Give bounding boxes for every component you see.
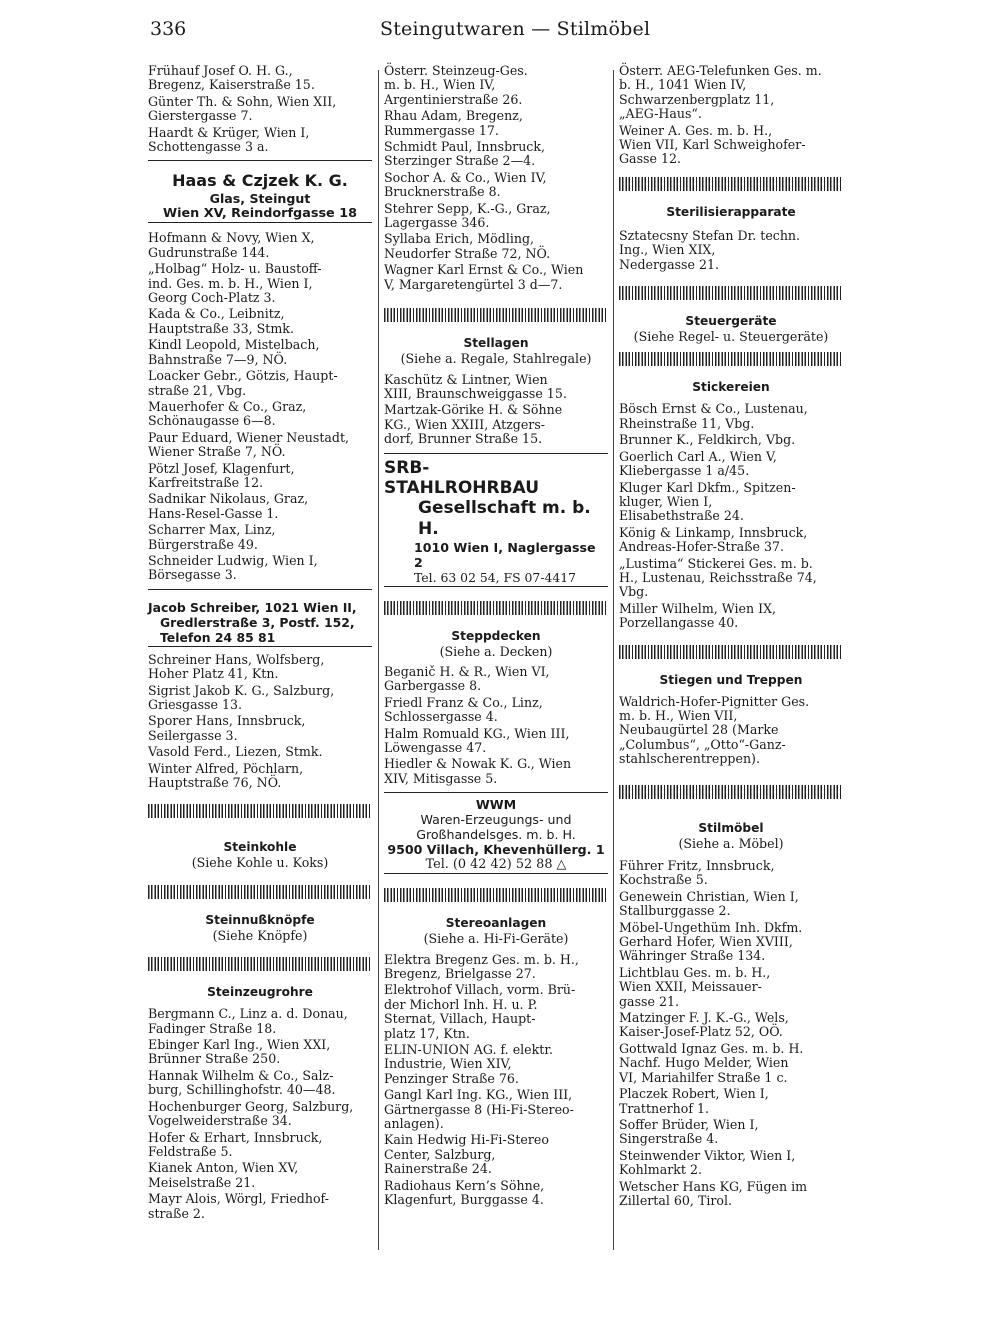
directory-entry xyxy=(148,745,372,759)
entry-line: Brünner Straße 250. xyxy=(148,1051,281,1067)
directory-entry xyxy=(384,1088,608,1131)
entry-line: Sztatecsny Stefan Dr. techn. xyxy=(619,227,801,243)
entry-line: Fadinger Straße 18. xyxy=(148,1020,277,1036)
section-separator xyxy=(619,785,843,799)
entry-line: „Columbus“, „Otto“-Ganz- xyxy=(619,736,786,752)
ad-line: Tel. (0 42 42) 52 88 △ xyxy=(384,857,608,874)
section-separator xyxy=(619,177,843,191)
section-heading-stereoanlagen: Stereoanlagen xyxy=(445,916,547,931)
entry-line: Bregenz, Kaiserstraße 15. xyxy=(148,77,315,93)
entry-line: Sadnikar Nikolaus, Graz, xyxy=(148,491,309,507)
entry-line: H., Lustenau, Reichsstraße 74, xyxy=(619,569,817,585)
entry-line: Mayr Alois, Wörgl, Friedhof- xyxy=(148,1191,329,1207)
entry-line: Gangl Karl Ing. KG., Wien III, xyxy=(384,1087,573,1103)
entry-line: Kliebergasse 1 a/45. xyxy=(619,463,750,479)
column-3 xyxy=(619,64,843,1210)
entry-line: Gottwald Ignaz Ges. m. b. H. xyxy=(619,1040,804,1056)
entry-line: Wetscher Hans KG, Fügen im xyxy=(619,1178,808,1194)
directory-entry xyxy=(384,1043,608,1086)
entry-line: b. H., 1041 Wien IV, xyxy=(619,77,747,93)
directory-entry xyxy=(148,1161,372,1190)
entry-line: Hannak Wilhelm & Co., Salz- xyxy=(148,1067,334,1083)
ad-line: Waren-Erzeugungs- und xyxy=(420,812,572,828)
running-title: Steingutwaren — Stilmöbel xyxy=(380,18,651,40)
entry-line: Karfreitstraße 12. xyxy=(148,474,264,490)
ad-line: 9500 Villach, Khevenhüllerg. 1 xyxy=(387,842,605,858)
entry-line: ind. Ges. m. b. H., Wien I, xyxy=(148,275,313,291)
entry-line: Kain Hedwig Hi-Fi-Stereo xyxy=(384,1132,549,1148)
entry-line: Hiedler & Nowak K. G., Wien xyxy=(384,756,572,772)
entry-line: Radiohaus Kern’s Söhne, xyxy=(384,1177,545,1193)
cross-reference: (Siehe Kohle u. Koks) xyxy=(191,855,329,871)
directory-entry xyxy=(619,1118,843,1147)
section-separator xyxy=(384,601,608,615)
entry-line: Ebinger Karl Ing., Wien XXI, xyxy=(148,1037,331,1053)
entry-list xyxy=(148,1007,372,1221)
entry-line: Kaschütz & Lintner, Wien xyxy=(384,371,548,387)
entry-line: Führer Fritz, Innsbruck, xyxy=(619,858,775,873)
ad-haas-czjzek xyxy=(148,171,372,223)
entry-line: Vogelweiderstraße 34. xyxy=(148,1113,292,1129)
entry-line: Börsegasse 3. xyxy=(148,567,237,583)
entry-line: Neubaugürtel 28 (Marke xyxy=(619,722,779,738)
entry-line: Schneider Ludwig, Wien I, xyxy=(148,552,318,568)
directory-entry xyxy=(384,140,608,169)
directory-entry xyxy=(619,433,843,447)
entry-line: Sporer Hans, Innsbruck, xyxy=(148,713,306,729)
directory-entry xyxy=(619,1011,843,1040)
entry-line: Mauerhofer & Co., Graz, xyxy=(148,398,307,414)
entry-line: Placzek Robert, Wien I, xyxy=(619,1086,769,1102)
ad-srb-stahlrohrbau xyxy=(384,458,608,587)
entry-line: Rheinstraße 11, Vbg. xyxy=(619,415,755,431)
entry-line: Schreiner Hans, Wolfsberg, xyxy=(148,651,325,667)
entry-line: Bürgerstraße 49. xyxy=(148,536,258,552)
entry-line: ELIN-UNION AG. f. elektr. xyxy=(384,1042,553,1058)
directory-entry xyxy=(619,890,843,919)
directory-entry xyxy=(148,462,372,491)
entry-line: der Michorl Inh. H. u. P. xyxy=(384,996,538,1012)
directory-entry xyxy=(619,557,843,600)
entry-list xyxy=(384,373,608,447)
directory-entry xyxy=(619,966,843,1009)
entry-line: Goerlich Carl A., Wien V, xyxy=(619,448,777,464)
directory-entry xyxy=(148,95,372,124)
page-header xyxy=(0,16,986,46)
section-heading-steinzeugrohre: Steinzeugrohre xyxy=(207,985,313,1000)
divider-rule xyxy=(384,453,608,454)
directory-entry xyxy=(619,64,843,122)
entry-list xyxy=(384,953,608,1208)
entry-line: Schmidt Paul, Innsbruck, xyxy=(384,139,545,155)
directory-entry xyxy=(619,1042,843,1085)
entry-list xyxy=(619,695,843,767)
entry-line: Garbergasse 8. xyxy=(384,678,482,694)
ad-line: Gesellschaft m. b. H. xyxy=(418,497,591,539)
entry-line: Rummergasse 17. xyxy=(384,122,499,138)
directory-entry xyxy=(148,523,372,552)
ad-line: SRB- xyxy=(384,457,430,478)
entry-line: Währinger Straße 134. xyxy=(619,948,766,964)
entry-line: Bergmann C., Linz a. d. Donau, xyxy=(148,1006,348,1022)
cross-reference: (Siehe a. Regale, Stahlregale) xyxy=(400,351,592,367)
directory-entry xyxy=(148,762,372,791)
section-heading-stickereien: Stickereien xyxy=(692,380,770,395)
entry-line: Singerstraße 4. xyxy=(619,1131,719,1147)
entry-line: KG., Wien XXIII, Atzgers- xyxy=(384,416,546,432)
entry-line: Österr. Steinzeug-Ges. xyxy=(384,63,528,78)
entry-line: Löwengasse 47. xyxy=(384,739,487,755)
page-number: 336 xyxy=(150,18,187,40)
entry-line: Bösch Ernst & Co., Lustenau, xyxy=(619,401,808,417)
directory-entry xyxy=(384,109,608,138)
directory-entry xyxy=(148,1038,372,1067)
divider-rule xyxy=(148,589,372,590)
ad-address: Wien XV, Reindorfgasse 18 xyxy=(148,206,372,223)
directory-entry xyxy=(384,1179,608,1208)
directory-entry xyxy=(384,64,608,107)
entry-line: Gasse 12. xyxy=(619,151,681,167)
divider-rule xyxy=(384,792,608,793)
entry-line: Argentinierstraße 26. xyxy=(384,91,523,107)
entry-line: Hans-Resel-Gasse 1. xyxy=(148,505,279,521)
entry-line: „Holbag“ Holz- u. Baustoff- xyxy=(148,261,322,277)
column-2 xyxy=(384,64,608,1210)
entry-line: Wagner Karl Ernst & Co., Wien xyxy=(384,262,584,278)
ad-line: 1010 Wien I, Naglergasse 2 xyxy=(414,539,596,570)
entry-line: Weiner A. Ges. m. b. H., xyxy=(619,122,773,138)
entry-line: Sterzinger Straße 2—4. xyxy=(384,153,536,169)
entry-line: Neudorfer Straße 72, NÖ. xyxy=(384,245,551,261)
entry-line: Porzellangasse 40. xyxy=(619,615,739,631)
entry-line: Kada & Co., Leibnitz, xyxy=(148,306,285,322)
entry-line: Miller Wilhelm, Wien IX, xyxy=(619,600,777,616)
entry-line: Wien XXII, Meissauer- xyxy=(619,979,762,995)
entry-line: Soffer Brüder, Wien I, xyxy=(619,1116,759,1132)
entry-list xyxy=(148,231,372,582)
ad-line: Tel. 63 02 54, FS 07-4417 xyxy=(384,570,608,587)
entry-line: Zillertal 60, Tirol. xyxy=(619,1192,732,1208)
cross-reference: (Siehe a. Hi-Fi-Geräte) xyxy=(423,931,569,947)
entry-line: m. b. H., Wien IV, xyxy=(384,77,496,93)
entry-line: „Lustima“ Stickerei Ges. m. b. xyxy=(619,555,813,571)
directory-entry xyxy=(148,64,372,93)
cross-reference: (Siehe a. Möbel) xyxy=(678,835,784,851)
entry-line: Elisabethstraße 24. xyxy=(619,508,744,524)
entry-line: Georg Coch-Platz 3. xyxy=(148,290,276,306)
directory-entry xyxy=(148,400,372,429)
directory-entry xyxy=(148,338,372,367)
directory-entry xyxy=(148,1131,372,1160)
entry-line: VI, Mariahilfer Straße 1 c. xyxy=(619,1069,788,1085)
entry-list xyxy=(148,653,372,791)
section-heading-stilmoebel: Stilmöbel xyxy=(698,820,764,835)
ad-line: Telefon 24 85 81 xyxy=(160,629,276,645)
entry-line: Beganič H. & R., Wien VI, xyxy=(384,663,550,679)
entry-line: Kohlmarkt 2. xyxy=(619,1162,702,1178)
entry-line: Griesgasse 13. xyxy=(148,697,243,712)
column-1 xyxy=(148,64,372,1223)
entry-line: stahlscherentreppen). xyxy=(619,751,760,767)
directory-entry xyxy=(619,695,843,767)
directory-entry xyxy=(384,757,608,786)
entry-line: Seilergasse 3. xyxy=(148,727,238,743)
cross-reference: (Siehe Regel- u. Steuergeräte) xyxy=(633,329,829,345)
entry-line: Gudrunstraße 144. xyxy=(148,244,270,260)
entry-line: Kaiser-Josef-Platz 52, OÖ. xyxy=(619,1024,783,1040)
entry-line: Frühauf Josef O. H. G., xyxy=(148,63,293,78)
section-separator xyxy=(619,286,843,300)
directory-entry xyxy=(148,126,372,155)
directory-entry xyxy=(384,373,608,402)
entry-line: Winter Alfred, Pöchlarn, xyxy=(148,760,304,776)
directory-entry xyxy=(619,1149,843,1178)
entry-line: XIV, Mitisgasse 5. xyxy=(384,770,498,786)
directory-entry xyxy=(619,602,843,631)
entry-list xyxy=(384,665,608,786)
entry-line: Sternat, Villach, Haupt- xyxy=(384,1011,536,1027)
entry-line: Schottengasse 3 a. xyxy=(148,139,269,155)
entry-line: König & Linkamp, Innsbruck, xyxy=(619,524,808,540)
directory-entry xyxy=(148,684,372,713)
entry-line: Stehrer Sepp, K.-G., Graz, xyxy=(384,200,551,216)
section-heading-stiegen-und-treppen: Stiegen und Treppen xyxy=(659,672,803,687)
section-heading-steuergeraete: Steuergeräte xyxy=(685,314,777,329)
ad-subtitle: Glas, Steingut xyxy=(209,191,311,207)
directory-entry xyxy=(148,714,372,743)
entry-line: Haardt & Krüger, Wien I, xyxy=(148,124,310,140)
directory-entry xyxy=(148,1100,372,1129)
entry-line: Kochstraße 5. xyxy=(619,872,708,888)
entry-list xyxy=(384,64,608,292)
entry-line: Pötzl Josef, Klagenfurt, xyxy=(148,460,295,476)
entry-line: Schwarzenbergplatz 11, xyxy=(619,91,775,107)
entry-line: Syllaba Erich, Mödling, xyxy=(384,231,535,247)
section-separator xyxy=(619,645,843,659)
entry-line: Brunner K., Feldkirch, Vbg. xyxy=(619,432,796,448)
entry-line: Halm Romuald KG., Wien III, xyxy=(384,725,570,741)
section-separator xyxy=(384,888,608,902)
entry-line: Schönaugasse 6—8. xyxy=(148,413,276,429)
directory-entry xyxy=(384,953,608,982)
entry-line: Hofer & Erhart, Innsbruck, xyxy=(148,1129,323,1145)
ad-company-name: Haas & Czjzek K. G. xyxy=(172,171,348,191)
entry-line: Stallburggasse 2. xyxy=(619,903,731,919)
entry-line: Lichtblau Ges. m. b. H., xyxy=(619,964,771,980)
entry-line: Nachf. Hugo Melder, Wien xyxy=(619,1055,789,1071)
entry-line: burg, Schillinghofstr. 40—48. xyxy=(148,1082,336,1098)
entry-line: Hofmann & Novy, Wien X, xyxy=(148,230,315,246)
entry-list xyxy=(619,859,843,1208)
entry-line: straße 2. xyxy=(148,1205,205,1221)
entry-line: Friedl Franz & Co., Linz, xyxy=(384,694,543,710)
entry-line: straße 21, Vbg. xyxy=(148,382,247,398)
ad-line: Jacob Schreiber, 1021 Wien II, xyxy=(148,599,357,615)
entry-line: platz 17, Ktn. xyxy=(384,1025,470,1041)
directory-entry xyxy=(148,231,372,260)
directory-entry xyxy=(148,653,372,682)
entry-list xyxy=(619,64,843,167)
ad-wwm xyxy=(384,797,608,874)
section-heading-steppdecken: Steppdecken xyxy=(451,628,541,643)
entry-line: gasse 21. xyxy=(619,993,679,1009)
directory-entry xyxy=(148,369,372,398)
entry-line: Gerhard Hofer, Wien XVIII, xyxy=(619,934,793,950)
directory-entry xyxy=(148,554,372,583)
directory-entry xyxy=(619,1087,843,1116)
entry-line: Steinwender Viktor, Wien I, xyxy=(619,1147,796,1163)
entry-line: Elektrohof Villach, vorm. Brü- xyxy=(384,982,576,998)
entry-line: Lagergasse 346. xyxy=(384,215,490,231)
ad-schreiber xyxy=(148,600,372,647)
entry-line: Brucknerstraße 8. xyxy=(384,184,501,200)
entry-line: Vasold Ferd., Liezen, Stmk. xyxy=(148,744,323,760)
directory-entry xyxy=(148,1007,372,1036)
section-separator xyxy=(148,804,372,818)
entry-line: Österr. AEG-Telefunken Ges. m. xyxy=(619,63,822,78)
entry-line: Sochor A. & Co., Wien IV, xyxy=(384,169,547,185)
divider-rule xyxy=(148,160,372,161)
entry-line: V, Margaretengürtel 3 d—7. xyxy=(384,276,563,292)
entry-line: „AEG-Haus“. xyxy=(619,106,702,122)
entry-line: dorf, Brunner Straße 15. xyxy=(384,431,543,447)
entry-line: Bahnstraße 7—9, NÖ. xyxy=(148,351,288,367)
ad-line: STAHLROHRBAU xyxy=(384,477,539,498)
entry-line: Wien VII, Karl Schweighofer- xyxy=(619,137,806,153)
entry-line: Industrie, Wien XIV, xyxy=(384,1056,512,1072)
entry-line: Sigrist Jakob K. G., Salzburg, xyxy=(148,682,335,698)
entry-line: Andreas-Hofer-Straße 37. xyxy=(619,539,785,555)
section-heading-steinkohle: Steinkohle xyxy=(223,840,297,855)
entry-line: Schlossergasse 4. xyxy=(384,709,498,725)
entry-line: Trattnerhof 1. xyxy=(619,1100,710,1116)
entry-line: Wiener Straße 7, NÖ. xyxy=(148,444,286,460)
entry-line: Günter Th. & Sohn, Wien XII, xyxy=(148,93,337,109)
directory-entry xyxy=(148,1069,372,1098)
ad-line: Gredlerstraße 3, Postf. 152, xyxy=(160,614,355,630)
section-separator xyxy=(148,885,372,899)
directory-entry xyxy=(148,1192,372,1221)
entry-line: Feldstraße 5. xyxy=(148,1143,233,1159)
entry-line: XIII, Braunschweiggasse 15. xyxy=(384,385,567,401)
directory-entry xyxy=(619,526,843,555)
entry-line: anlagen). xyxy=(384,1116,444,1132)
directory-entry xyxy=(148,492,372,521)
entry-line: Elektra Bregenz Ges. m. b. H., xyxy=(384,951,579,967)
entry-line: Klagenfurt, Burggasse 4. xyxy=(384,1192,544,1208)
directory-entry xyxy=(384,1133,608,1176)
entry-line: m. b. H., Wien VII, xyxy=(619,707,738,723)
directory-entry xyxy=(384,727,608,756)
directory-entry xyxy=(619,450,843,479)
entry-list xyxy=(619,229,843,272)
entry-line: Gierstergasse 7. xyxy=(148,108,253,124)
directory-entry xyxy=(619,229,843,272)
entry-line: Kluger Karl Dkfm., Spitzen- xyxy=(619,479,796,495)
directory-entry xyxy=(619,1180,843,1209)
ad-line: WWM xyxy=(475,797,517,813)
entry-line: Paur Eduard, Wiener Neustadt, xyxy=(148,429,350,445)
section-separator xyxy=(148,957,372,971)
entry-line: Bregenz, Brielgasse 27. xyxy=(384,966,536,981)
directory-entry xyxy=(384,202,608,231)
cross-reference: (Siehe Knöpfe) xyxy=(212,927,308,943)
directory-entry xyxy=(619,859,843,888)
directory-entry xyxy=(384,403,608,446)
directory-entry xyxy=(619,481,843,524)
ad-line: Großhandelsges. m. b. H. xyxy=(416,827,576,843)
entry-line: Möbel-Ungethüm Inh. Dkfm. xyxy=(619,919,803,935)
directory-entry xyxy=(148,307,372,336)
entry-list xyxy=(148,64,372,154)
entry-line: Genewein Christian, Wien I, xyxy=(619,888,799,904)
directory-entry xyxy=(148,262,372,305)
entry-line: Vbg. xyxy=(619,584,649,600)
cross-reference: (Siehe a. Decken) xyxy=(439,643,553,659)
entry-line: Hoher Platz 41, Ktn. xyxy=(148,666,279,682)
entry-line: Scharrer Max, Linz, xyxy=(148,522,276,538)
entry-line: Rhau Adam, Bregenz, xyxy=(384,108,523,124)
column-divider-2 xyxy=(613,70,614,1250)
section-heading-stellagen: Stellagen xyxy=(463,336,529,351)
directory-entry xyxy=(619,402,843,431)
entry-line: Hauptstraße 33, Stmk. xyxy=(148,320,294,336)
section-separator xyxy=(384,308,608,322)
directory-entry xyxy=(384,665,608,694)
section-separator xyxy=(619,352,843,366)
directory-entry xyxy=(619,124,843,167)
entry-line: Matzinger F. J. K.-G., Wels, xyxy=(619,1010,789,1026)
section-heading-sterilisierapparate: Sterilisierapparate xyxy=(666,204,796,219)
entry-line: Loacker Gebr., Götzis, Haupt- xyxy=(148,368,338,384)
entry-line: Hauptstraße 76, NÖ. xyxy=(148,775,282,791)
entry-line: Hochenburger Georg, Salzburg, xyxy=(148,1098,354,1114)
entry-line: Rainerstraße 24. xyxy=(384,1161,492,1177)
entry-line: Center, Salzburg, xyxy=(384,1146,496,1162)
directory-entry xyxy=(148,431,372,460)
entry-line: Nedergasse 21. xyxy=(619,256,719,272)
entry-line: Kianek Anton, Wien XV, xyxy=(148,1160,299,1176)
entry-line: Penzinger Straße 76. xyxy=(384,1070,519,1086)
entry-line: Ing., Wien XIX, xyxy=(619,242,716,258)
directory-entry xyxy=(384,232,608,261)
directory-entry xyxy=(619,921,843,964)
directory-entry xyxy=(384,696,608,725)
section-heading-steinnussknoepfe: Steinnußknöpfe xyxy=(205,912,315,927)
entry-list xyxy=(619,402,843,630)
entry-line: Kindl Leopold, Mistelbach, xyxy=(148,337,320,353)
directory-entry xyxy=(384,983,608,1041)
directory-entry xyxy=(384,171,608,200)
entry-line: kluger, Wien I, xyxy=(619,493,713,509)
entry-line: Meiselstraße 21. xyxy=(148,1174,256,1190)
column-divider-1 xyxy=(378,70,379,1250)
entry-line: Gärtnergasse 8 (Hi-Fi-Stereo- xyxy=(384,1101,574,1117)
directory-entry xyxy=(384,263,608,292)
entry-line: Martzak-Görike H. & Söhne xyxy=(384,402,563,418)
entry-line: Waldrich-Hofer-Pignitter Ges. xyxy=(619,693,810,709)
